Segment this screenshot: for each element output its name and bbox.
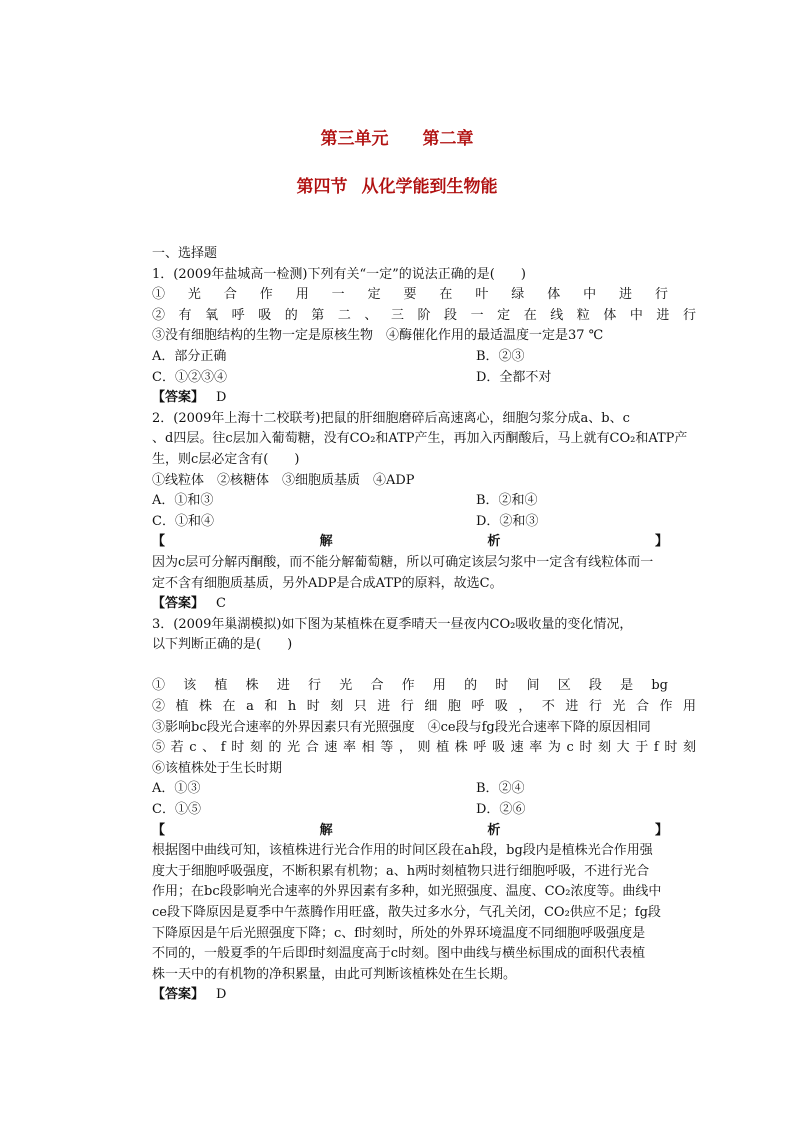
bracket-left: 【 xyxy=(152,822,166,838)
q2-stem-1: 2．(2009年上海十二校联考)把鼠的肝细胞磨碎后高速离心，细胞匀浆分成a、b、c xyxy=(152,410,630,426)
figure-placeholder xyxy=(152,656,668,677)
q1-statement-2: ②有氧呼吸的第二、三阶段一定在线粒体中进行 xyxy=(152,307,696,323)
unit-label: 第三单元 xyxy=(320,129,389,149)
q2-option-c: C．①和④ xyxy=(152,513,214,529)
q1-options-row-2 xyxy=(152,368,668,389)
q1-answer-value: D xyxy=(216,390,227,406)
analysis-char-2: 析 xyxy=(487,534,501,550)
q3-options-row-1 xyxy=(152,779,668,800)
q3-statement-5: ⑤若c、f时刻的光合速率相等，则植株呼吸速率为c时刻大于f时刻 xyxy=(152,740,696,756)
q3-option-a: A．①③ xyxy=(152,781,201,797)
q1-statement-1: ①光合作用一定要在叶绿体中进行 xyxy=(152,287,668,303)
q3-analysis-6: 不同的，一般夏季的午后即f时刻温度高于c时刻。图中曲线与横坐标围成的面积代表植 xyxy=(152,946,646,962)
q3-options-row-2 xyxy=(152,800,668,821)
analysis-char-1: 解 xyxy=(319,534,333,550)
unit-chapter-title xyxy=(0,124,794,149)
q3-analysis-7: 株一天中的有机物的净积累量，由此可判断该植株处在生长期。 xyxy=(152,966,517,982)
q2-analysis-heading xyxy=(152,532,668,553)
document-body xyxy=(152,244,696,1006)
q1-options-row-1 xyxy=(152,347,668,368)
section-title xyxy=(0,172,794,197)
q3-analysis-2: 度大于细胞呼吸强度，不断积累有机物；a、h两时刻植物只进行细胞呼吸，不进行光合 xyxy=(152,863,650,879)
q3-statement-2: ②植株在a和h时刻只进行细胞呼吸，不进行光合作用 xyxy=(152,699,696,715)
q3-answer-label: 【答案】 xyxy=(152,987,205,1003)
analysis-char-2: 析 xyxy=(487,822,501,838)
q2-analysis-1: 因为c层可分解丙酮酸，而不能分解葡萄糖，所以可确定该层匀浆中一定含有线粒体而一 xyxy=(152,554,654,570)
q1-answer xyxy=(152,388,668,409)
q2-option-b: B．②和④ xyxy=(476,493,538,509)
q3-analysis-4: ce段下降原因是夏季中午蒸腾作用旺盛，散失过多水分，气孔关闭，CO₂供应不足；fg段 xyxy=(152,905,661,920)
q1-option-a: A．部分正确 xyxy=(152,348,227,364)
q2-items: ①线粒体 ②核糖体 ③细胞质基质 ④ADP xyxy=(152,472,415,488)
q3-statement-1: ①该植株进行光合作用的时间区段是bg xyxy=(152,678,668,694)
q2-answer-value: C xyxy=(216,596,226,612)
q1-stem: 1．(2009年盐城高一检测)下列有关“一定”的说法正确的是( ) xyxy=(152,266,526,282)
q2-options-row-2 xyxy=(152,512,668,533)
q1-statement-3: ③没有细胞结构的生物一定是原核生物 ④酶催化作用的最适温度一定是37 ℃ xyxy=(152,328,604,344)
section-name: 从化学能到生物能 xyxy=(361,177,498,197)
q3-stem-1: 3．(2009年巢湖模拟)如下图为某植株在夏季晴天一昼夜内CO₂吸收量的变化情况， xyxy=(152,616,633,632)
bracket-left: 【 xyxy=(152,534,166,550)
q3-option-d: D．②⑥ xyxy=(476,802,526,818)
q2-option-d: D．②和③ xyxy=(476,513,539,529)
chapter-label: 第二章 xyxy=(422,129,474,149)
q3-analysis-3: 作用；在bc段影响光合速率的外界因素有多种，如光照强度、温度、CO₂浓度等。曲线中 xyxy=(152,884,662,900)
q1-option-b: B．②③ xyxy=(476,348,525,364)
section-label: 第四节 xyxy=(296,177,348,197)
q3-analysis-1: 根据图中曲线可知，该植株进行光合作用的时间区段在ah段，bg段内是植株光合作用强 xyxy=(152,843,653,859)
q2-answer-label: 【答案】 xyxy=(152,596,205,612)
q3-analysis-heading xyxy=(152,821,668,842)
q3-answer xyxy=(152,985,668,1006)
q2-stem-3: 生，则c层必定含有( ) xyxy=(152,451,300,467)
q1-answer-label: 【答案】 xyxy=(152,390,205,406)
q1-option-d: D．全都不对 xyxy=(476,369,552,385)
q3-statement-6: ⑥该植株处于生长时期 xyxy=(152,760,283,776)
q3-option-b: B．②④ xyxy=(476,781,525,797)
bracket-right: 】 xyxy=(654,534,668,550)
q3-stem-2: 以下判断正确的是( ) xyxy=(152,637,293,653)
part-label: 一、选择题 xyxy=(152,246,218,261)
q2-answer xyxy=(152,594,668,615)
q1-option-c: C．①②③④ xyxy=(152,369,227,385)
q3-analysis-5: 下降原因是午后光照强度下降；c、f时刻时，所处的外界环境温度不同细胞呼吸强度是 xyxy=(152,925,646,941)
q2-stem-2: 、d四层。往c层加入葡萄糖，没有CO₂和ATP产生，再加入丙酮酸后，马上就有CO₂和ATP产 xyxy=(152,431,688,447)
q2-option-a: A．①和③ xyxy=(152,493,214,509)
q3-answer-value: D xyxy=(216,987,227,1003)
q3-statement-3: ③影响bc段光合速率的外界因素只有光照强度 ④ce段与fg段光合速率下降的原因相同 xyxy=(152,719,651,735)
q2-analysis-2: 定不含有细胞质基质，另外ADP是合成ATP的原料，故选C。 xyxy=(152,575,503,591)
q3-option-c: C．①⑤ xyxy=(152,802,201,818)
analysis-char-1: 解 xyxy=(319,822,333,838)
q2-options-row-1 xyxy=(152,491,668,512)
bracket-right: 】 xyxy=(654,822,668,838)
